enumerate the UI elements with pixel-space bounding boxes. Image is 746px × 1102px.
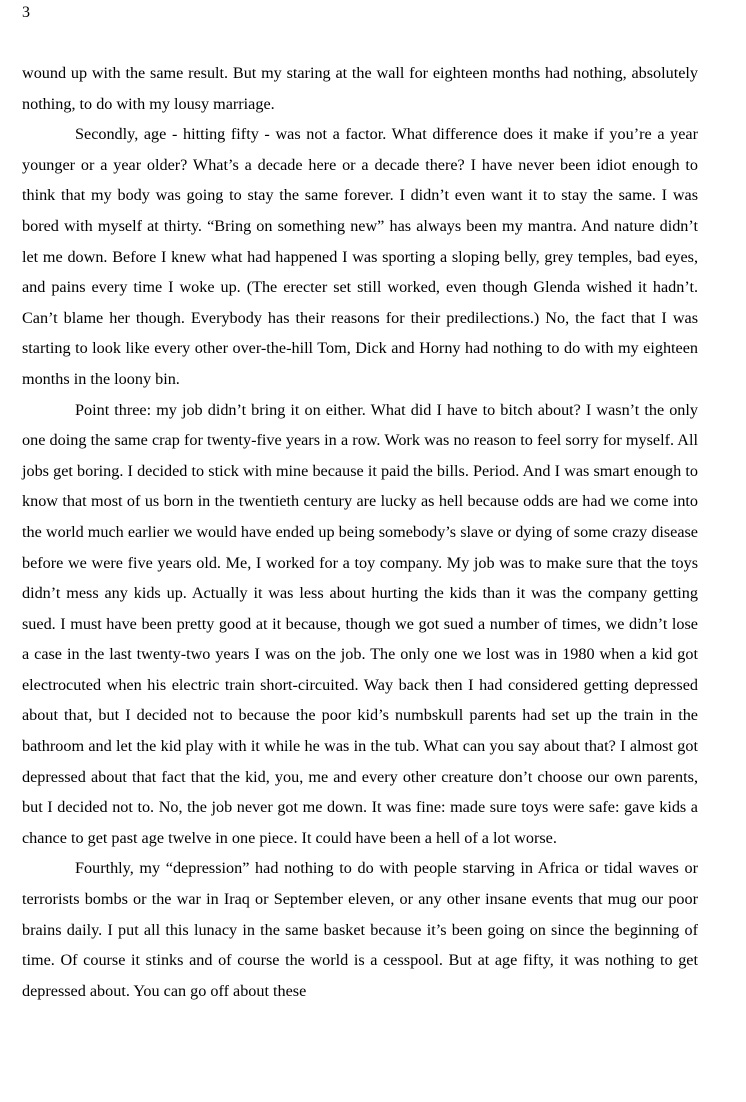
page-number: 3 (22, 4, 30, 21)
document-body (22, 58, 698, 1006)
paragraph-age: Secondly, age - hitting fifty - was not a factor. What difference does it make if you’re a year younger or a year older? What’s a decade here or a decade there? I have never been idiot enough to think that my body was going to stay the same forever. I didn’t even want it to stay the same. I was bored with myself at thirty. “Bring on something new” has always been my mantra. And nature didn’t let me down. Before I knew what had happened I was sporting a sloping belly, grey temples, bad eyes, and pains every time I woke up. (The erecter set still worked, even though Glenda wished it hadn’t. Can’t blame her though. Everybody has their reasons for their predilections.) No, the fact that I was starting to look like every other over-the-hill Tom, Dick and Horny had nothing to do with my eighteen months in the loony bin. (22, 125, 698, 388)
paragraph-world-events: Fourthly, my “depression” had nothing to do with people starving in Africa or tidal waves or terrorists bombs or the war in Iraq or September eleven, or any other insane events that mug our poor brains daily. I put all this lunacy in the same basket because it’s been going on since the beginning of time. Of course it stinks and of course the world is a cesspool. But at age fifty, it was nothing to get depressed about. You can go off about these (22, 859, 698, 1000)
paragraph-job: Point three: my job didn’t bring it on either. What did I have to bitch about? I wasn’t the only one doing the same crap for twenty-five years in a row. Work was no reason to feel sorry for myself. All jobs get boring. I decided to stick with mine because it paid the bills. Period. And I was smart enough to know that most of us born in the twentieth century are lucky as hell because odds are had we come into the world much earlier we would have ended up being somebody’s slave or dying of some crazy disease before we were five years old. Me, I worked for a toy company. My job was to make sure that the toys didn’t mess any kids up. Actually it was less about hurting the kids than it was the company getting sued. I must have been pretty good at it because, though we got sued a number of times, we didn’t lose a case in the last twenty-two years I was on the job. The only one we lost was in 1980 when a kid got electrocuted when his electric train short-circuited. Way back then I had considered getting depressed about that, but I decided not to because the poor kid’s numbskull parents had set up the train in the bathroom and let the kid play with it while he was in the tub. What can you say about that? I almost got depressed about that fact that the kid, you, me and every other creature don’t choose our own parents, but I decided not to. No, the job never got me down. It was fine: made sure toys were safe: gave kids a chance to get past age twelve in one piece. It could have been a hell of a lot worse. (22, 400, 698, 847)
paragraph-continuation: wound up with the same result. But my staring at the wall for eighteen months had nothing, absolutely nothing, to do with my lousy marriage. (22, 64, 698, 113)
